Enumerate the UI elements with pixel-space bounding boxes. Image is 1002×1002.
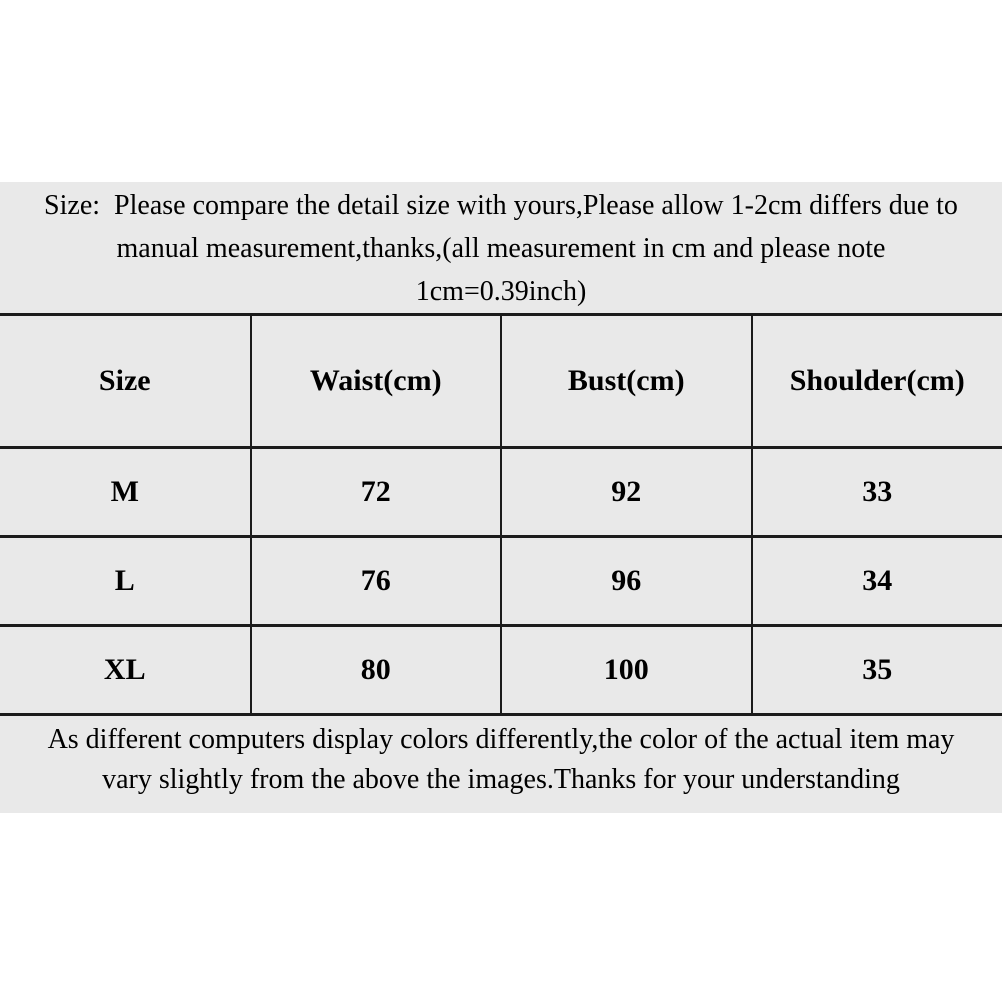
bust-cell: 92 <box>501 448 752 537</box>
shoulder-cell: 35 <box>752 626 1002 715</box>
table-row-m <box>0 448 1002 537</box>
column-header-waist: Waist(cm) <box>251 315 502 448</box>
notice-line-1: Size: Please compare the detail size with yours,Please allow 1-2cm differs due to <box>44 190 958 221</box>
notice-line-3: 1cm=0.39inch) <box>415 276 587 307</box>
disclaimer-line-1: As different computers display colors differently,the color of the actual item may <box>47 724 955 755</box>
size-cell: M <box>0 448 251 537</box>
color-disclaimer <box>0 716 1002 800</box>
table-row-xl <box>0 626 1002 715</box>
waist-cell: 80 <box>251 626 502 715</box>
bust-cell: 96 <box>501 537 752 626</box>
size-info-panel <box>0 182 1002 813</box>
size-cell: L <box>0 537 251 626</box>
shoulder-cell: 34 <box>752 537 1002 626</box>
bust-cell: 100 <box>501 626 752 715</box>
disclaimer-line-2: vary slightly from the above the images.Thanks for your understanding <box>102 764 900 795</box>
column-header-bust: Bust(cm) <box>501 315 752 448</box>
notice-line-2: manual measurement,thanks,(all measurement in cm and please note <box>116 233 886 264</box>
shoulder-cell: 33 <box>752 448 1002 537</box>
size-chart-table <box>0 313 1002 716</box>
size-chart-table-header <box>0 315 1002 448</box>
header-row <box>0 315 1002 448</box>
column-header-shoulder: Shoulder(cm) <box>752 315 1002 448</box>
waist-cell: 72 <box>251 448 502 537</box>
size-notice <box>0 182 1002 313</box>
waist-cell: 76 <box>251 537 502 626</box>
table-row-l <box>0 537 1002 626</box>
column-header-size: Size <box>0 315 251 448</box>
size-chart-table-body <box>0 448 1002 715</box>
size-cell: XL <box>0 626 251 715</box>
